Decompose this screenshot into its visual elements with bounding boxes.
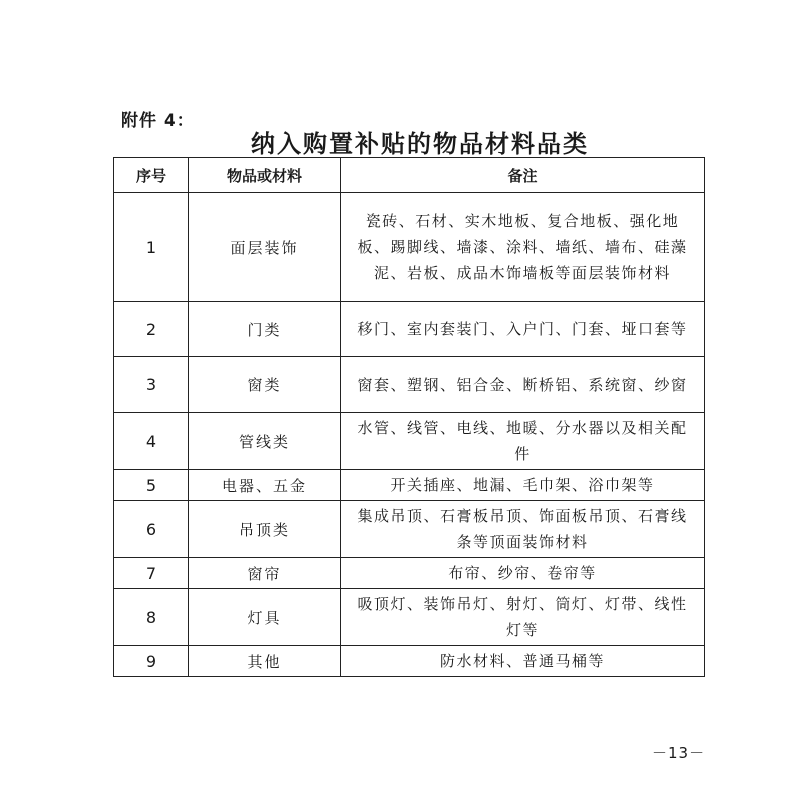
row-note: 集成吊顶、石膏板吊顶、饰面板吊顶、石膏线条等顶面装饰材料 — [341, 501, 705, 558]
row-note: 防水材料、普通马桶等 — [341, 646, 705, 677]
table-row — [114, 357, 705, 413]
row-no: 2 — [114, 302, 189, 357]
materials-table — [113, 157, 705, 677]
header-item: 物品或材料 — [189, 158, 341, 193]
header-note: 备注 — [341, 158, 705, 193]
row-note: 水管、线管、电线、地暖、分水器以及相关配件 — [341, 413, 705, 470]
page-title: 纳入购置补贴的物品材料品类 — [251, 130, 589, 158]
table-row — [114, 302, 705, 357]
row-note: 布帘、纱帘、卷帘等 — [341, 558, 705, 589]
table-row — [114, 413, 705, 470]
row-no: 3 — [114, 357, 189, 413]
row-item: 其他 — [189, 646, 341, 677]
table-row — [114, 558, 705, 589]
row-note: 吸顶灯、装饰吊灯、射灯、筒灯、灯带、线性灯等 — [341, 589, 705, 646]
table-row — [114, 646, 705, 677]
row-item: 电器、五金 — [189, 470, 341, 501]
row-no: 6 — [114, 501, 189, 558]
row-item: 面层装饰 — [189, 193, 341, 302]
header-no: 序号 — [114, 158, 189, 193]
row-item: 灯具 — [189, 589, 341, 646]
table-row — [114, 501, 705, 558]
row-no: 1 — [114, 193, 189, 302]
row-note: 开关插座、地漏、毛巾架、浴巾架等 — [341, 470, 705, 501]
row-no: 9 — [114, 646, 189, 677]
row-item: 窗帘 — [189, 558, 341, 589]
row-no: 7 — [114, 558, 189, 589]
table-header-row — [114, 158, 705, 193]
row-item: 管线类 — [189, 413, 341, 470]
page-number: －13－ — [652, 744, 706, 762]
row-no: 5 — [114, 470, 189, 501]
row-note: 移门、室内套装门、入户门、门套、垭口套等 — [341, 302, 705, 357]
row-item: 门类 — [189, 302, 341, 357]
table-row — [114, 470, 705, 501]
table-row — [114, 589, 705, 646]
row-no: 8 — [114, 589, 189, 646]
row-note: 窗套、塑钢、铝合金、断桥铝、系统窗、纱窗 — [341, 357, 705, 413]
row-item: 窗类 — [189, 357, 341, 413]
row-note: 瓷砖、石材、实木地板、复合地板、强化地板、踢脚线、墙漆、涂料、墙纸、墙布、硅藻泥、岩板、成品木饰墙板等面层装饰材料 — [341, 193, 705, 302]
table-row — [114, 193, 705, 302]
row-item: 吊顶类 — [189, 501, 341, 558]
row-no: 4 — [114, 413, 189, 470]
attachment-label: 附件 4： — [121, 111, 195, 131]
